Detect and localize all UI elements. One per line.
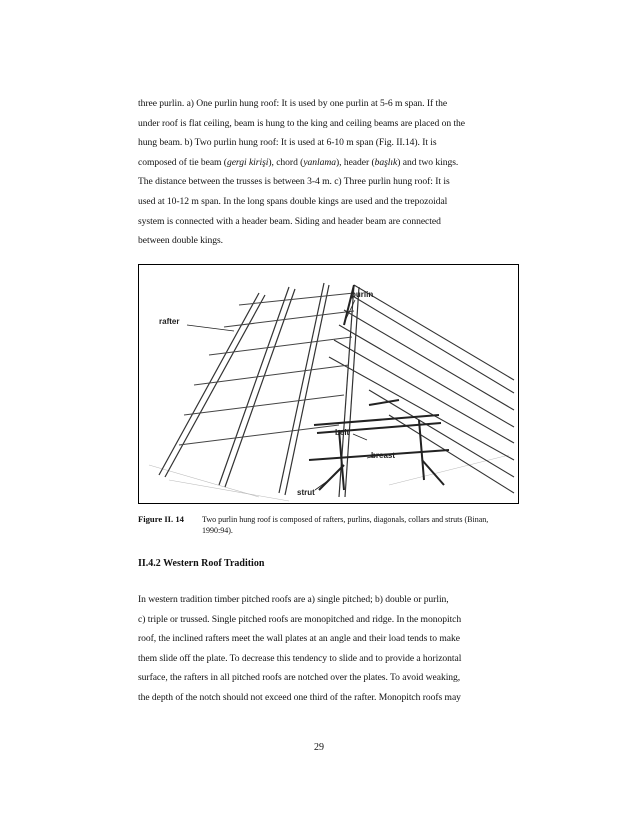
label-strut: strut bbox=[297, 488, 315, 497]
text-line: composed of tie beam (gergi kirişi), chord (yanlama), header (başlık) and two kings. bbox=[138, 156, 459, 168]
text-line: hung beam. b) Two purlin hung roof: It is used at 6-10 m span (Fig. II.14). It is bbox=[138, 137, 437, 149]
turkish-term: gergi kirişi bbox=[226, 156, 269, 168]
text-line: In western tradition timber pitched roofs are a) single pitched; b) double or purlin, bbox=[138, 594, 449, 605]
left-rafters bbox=[159, 283, 359, 497]
body-paragraph-1 bbox=[138, 94, 518, 251]
text-line: system is connected with a header beam. Siding and header beam are connected bbox=[138, 215, 441, 227]
text-line: them slide off the plate. To decrease this tendency to slide and to provide a horizontal bbox=[138, 652, 462, 664]
label-belt: belt bbox=[335, 428, 350, 437]
turkish-term: başlık bbox=[374, 156, 398, 168]
body-paragraph-2 bbox=[138, 590, 518, 708]
label-rafter: rafter bbox=[159, 317, 180, 326]
text-line: between double kings. bbox=[138, 235, 224, 247]
text-line: used at 10-12 m span. In the long spans double kings are used and the trepozoidal bbox=[138, 195, 448, 207]
text-line: The distance between the trusses is between 3-4 m. c) Three purlin hung roof: It is bbox=[138, 176, 450, 188]
text-line: surface, the rafters in all pitched roofs are notched over the plates. To avoid weaking, bbox=[138, 672, 461, 684]
text-line: the depth of the notch should not exceed one third of the rafter. Monopitch roofs may bbox=[138, 691, 461, 703]
text-line: c) triple or trussed. Single pitched roofs are monopitched and ridge. In the monopitch bbox=[138, 613, 462, 625]
figure-caption-label: Figure II. 14 bbox=[138, 514, 184, 524]
text-line: roof, the inclined rafters meet the wall plates at an angle and their load tends to make bbox=[138, 633, 460, 645]
label-breast: breast bbox=[371, 451, 396, 460]
text-line: three purlin. a) One purlin hung roof: It is used by one purlin at 5-6 m span. If the bbox=[138, 98, 448, 109]
section-heading: II.4.2 Western Roof Tradition bbox=[138, 558, 265, 569]
turkish-term: yanlama bbox=[303, 156, 337, 168]
text-line: under roof is flat ceiling, beam is hung to the king and ceiling beams are placed on the bbox=[138, 117, 466, 129]
figure-caption-text: Two purlin hung roof is composed of rafters, purlins, diagonals, collars and struts (Binan, 1990:94). bbox=[202, 515, 489, 535]
page-number: 29 bbox=[314, 742, 324, 753]
leader-lines bbox=[187, 300, 379, 490]
label-purlin: purlin bbox=[351, 290, 374, 299]
figure-roof-illustration bbox=[138, 264, 519, 504]
roof-structure-drawing bbox=[139, 265, 519, 504]
